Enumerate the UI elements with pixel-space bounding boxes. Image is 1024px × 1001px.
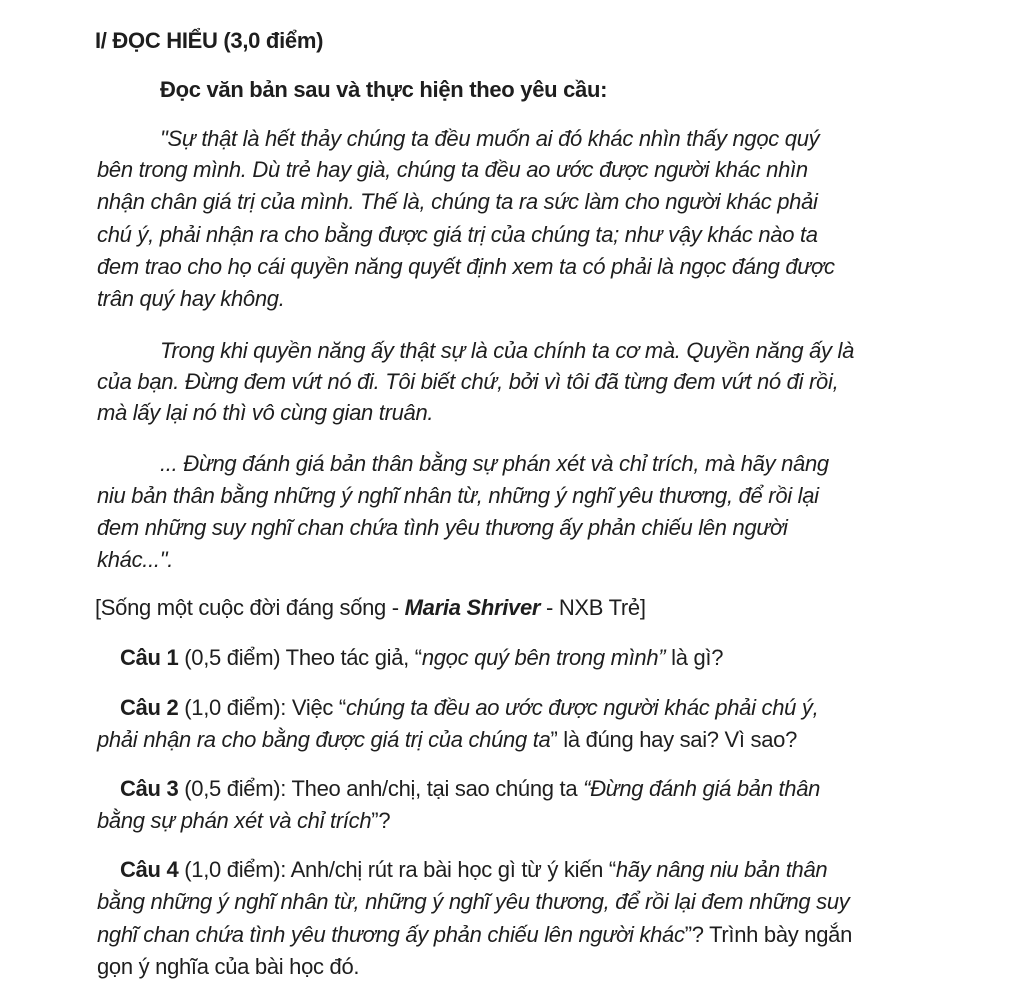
passage-line: ... Đừng đánh giá bản thân bằng sự phán xét và chỉ trích, mà hãy nâng: [160, 451, 829, 476]
passage-line: Trong khi quyền năng ấy thật sự là của chính ta cơ mà. Quyền năng ấy là: [160, 338, 855, 363]
source-citation: [95, 593, 646, 623]
question-quote: bằng sự phán xét và chỉ trích: [97, 808, 372, 833]
instruction: Đọc văn bản sau và thực hiện theo yêu cầu:: [160, 77, 608, 102]
question-line: gọn ý nghĩa của bài học đó.: [97, 954, 360, 979]
question-line: [97, 806, 390, 836]
question-quote: nghĩ chan chứa tình yêu thương ấy phản chiếu lên người khác: [97, 922, 685, 947]
question-1: [120, 643, 723, 673]
source-author: Maria Shriver: [404, 595, 541, 620]
question-quote: “Đừng đánh giá bản thân: [583, 776, 821, 801]
passage-line: nhận chân giá trị của mình. Thế là, chúng ta ra sức làm cho người khác phải: [97, 189, 818, 214]
question-label: Câu 1: [120, 645, 179, 670]
passage-line: mà lấy lại nó thì vô cùng gian truân.: [97, 400, 434, 425]
question-label: Câu 3: [120, 776, 179, 801]
question-line: [97, 725, 797, 755]
passage-line: bên trong mình. Dù trẻ hay già, chúng ta đều ao ước được người khác nhìn: [97, 157, 808, 182]
question-text: (0,5 điểm): Theo anh/chị, tại sao chúng ta: [178, 776, 584, 801]
question-text: là gì?: [665, 645, 724, 670]
passage-line: chú ý, phải nhận ra cho bằng được giá trị của chúng ta; như vậy khác nào ta: [97, 222, 818, 247]
question-text: (1,0 điểm): Việc “: [178, 695, 346, 720]
source-open: [Sống một cuộc đời đáng sống -: [95, 595, 405, 620]
question-line: [120, 774, 820, 804]
passage-line: niu bản thân bằng những ý nghĩ nhân từ, những ý nghĩ yêu thương, để rồi lại: [97, 483, 819, 508]
question-text: ”?: [371, 808, 391, 833]
section-title: I/ ĐỌC HIỂU (3,0 điểm): [95, 28, 324, 53]
passage-line: khác...".: [97, 547, 174, 572]
question-line: [120, 693, 818, 723]
passage-line: đem trao cho họ cái quyền năng quyết định xem ta có phải là ngọc đáng được: [97, 254, 835, 279]
question-text: ” là đúng hay sai? Vì sao?: [550, 727, 798, 752]
question-quote: hãy nâng niu bản thân: [615, 857, 828, 882]
question-line: [97, 920, 852, 950]
question-quote: phải nhận ra cho bằng được giá trị của chúng ta: [97, 727, 551, 752]
question-line: [120, 855, 827, 885]
question-label: Câu 4: [120, 857, 179, 882]
question-quote: ngọc quý bên trong mình”: [421, 645, 666, 670]
passage-line: đem những suy nghĩ chan chứa tình yêu thương ấy phản chiếu lên người: [97, 515, 788, 540]
question-text: (1,0 điểm): Anh/chị rút ra bài học gì từ ý kiến “: [178, 857, 616, 882]
passage-line: trân quý hay không.: [97, 286, 285, 311]
passage-line: của bạn. Đừng đem vứt nó đi. Tôi biết chứ, bởi vì tôi đã từng đem vứt nó đi rồi,: [97, 369, 839, 394]
passage-line: "Sự thật là hết thảy chúng ta đều muốn ai đó khác nhìn thấy ngọc quý: [160, 126, 820, 151]
source-close: - NXB Trẻ]: [540, 595, 646, 620]
question-label: Câu 2: [120, 695, 179, 720]
question-quote: chúng ta đều ao ước được người khác phải chú ý,: [345, 695, 819, 720]
question-text: ”? Trình bày ngắn: [684, 922, 853, 947]
question-text: (0,5 điểm) Theo tác giả, “: [178, 645, 422, 670]
question-line: bằng những ý nghĩ nhân từ, những ý nghĩ yêu thương, để rồi lại đem những suy: [97, 889, 850, 914]
